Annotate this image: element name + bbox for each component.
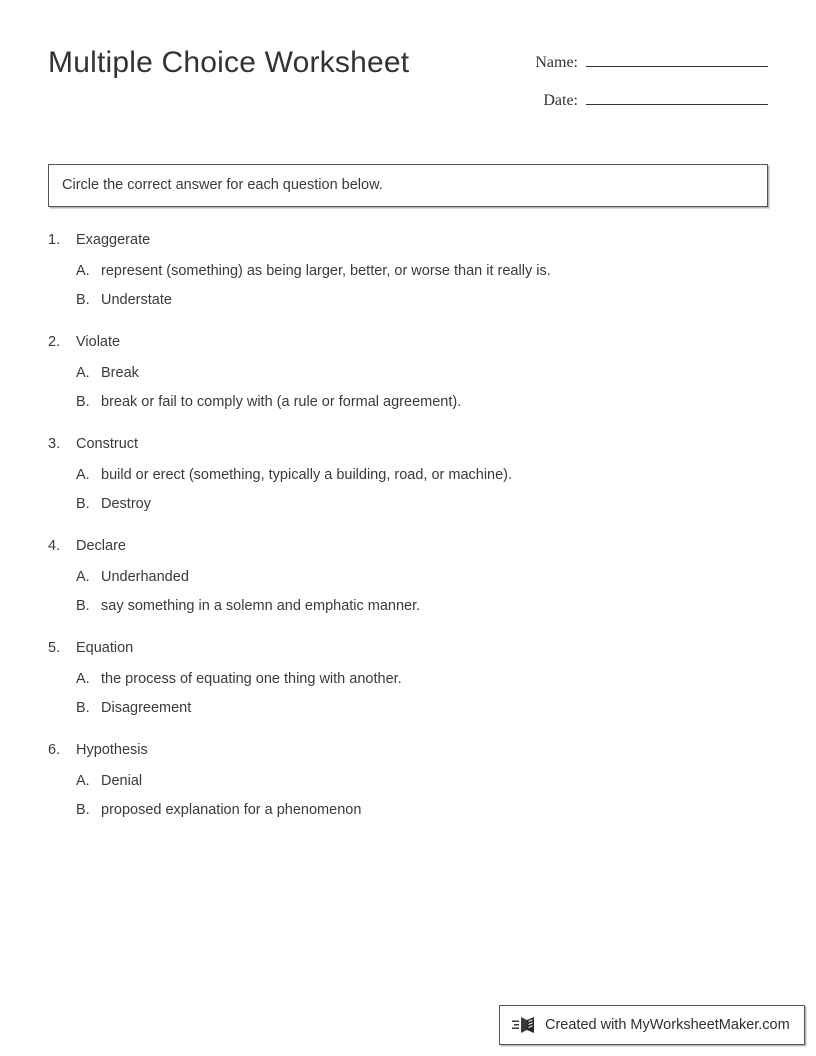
option-letter: B. <box>76 394 90 410</box>
footer-attribution-badge[interactable] <box>499 1005 805 1045</box>
worksheet-maker-logo-icon <box>512 1014 538 1036</box>
name-date-fields <box>516 48 768 124</box>
question-prompt: Violate <box>76 334 121 350</box>
question-item <box>48 332 778 412</box>
option-letter: B. <box>76 496 90 512</box>
option-letter: A. <box>76 671 90 687</box>
question-item <box>48 230 778 310</box>
question-item <box>48 740 778 820</box>
option-row[interactable] <box>76 669 778 689</box>
question-number: 5. <box>48 640 61 656</box>
name-field-row <box>516 48 768 86</box>
name-field-label: Name: <box>535 54 578 71</box>
option-list <box>48 363 778 412</box>
question-number: 3. <box>48 436 61 452</box>
option-letter: A. <box>76 467 90 483</box>
date-field-row <box>516 86 768 124</box>
page-title: Multiple Choice Worksheet <box>48 46 410 79</box>
option-letter: B. <box>76 292 90 308</box>
question-number: 6. <box>48 742 61 758</box>
option-list <box>48 567 778 616</box>
option-text: proposed explanation for a phenomenon <box>101 802 362 818</box>
option-list <box>48 771 778 820</box>
option-text: represent (something) as being larger, better, or worse than it really is. <box>101 263 551 279</box>
option-letter: A. <box>76 365 90 381</box>
option-row[interactable] <box>76 392 778 412</box>
option-text: the process of equating one thing with another. <box>101 671 402 687</box>
option-letter: A. <box>76 263 90 279</box>
option-text: break or fail to comply with (a rule or formal agreement). <box>101 394 462 410</box>
question-number: 1. <box>48 232 61 248</box>
option-text: Disagreement <box>101 700 192 716</box>
instructions-box: Circle the correct answer for each question below. <box>48 164 768 207</box>
option-list <box>48 261 778 310</box>
question-heading <box>48 332 778 352</box>
question-heading <box>48 434 778 454</box>
question-prompt: Equation <box>76 640 134 656</box>
option-text: Destroy <box>101 496 151 512</box>
question-list <box>48 230 778 842</box>
question-item <box>48 434 778 514</box>
option-letter: A. <box>76 773 90 789</box>
option-letter: B. <box>76 598 90 614</box>
option-text: Break <box>101 365 139 381</box>
worksheet-header <box>48 44 768 124</box>
option-text: build or erect (something, typically a building, road, or machine). <box>101 467 513 483</box>
option-row[interactable] <box>76 363 778 383</box>
option-list <box>48 669 778 718</box>
question-prompt: Declare <box>76 538 126 554</box>
option-letter: B. <box>76 802 90 818</box>
question-heading <box>48 230 778 250</box>
footer-attribution-text: Created with MyWorksheetMaker.com <box>545 1017 790 1033</box>
option-text: Denial <box>101 773 143 789</box>
question-prompt: Exaggerate <box>76 232 151 248</box>
question-item <box>48 536 778 616</box>
option-row[interactable] <box>76 771 778 791</box>
option-row[interactable] <box>76 596 778 616</box>
option-row[interactable] <box>76 494 778 514</box>
option-row[interactable] <box>76 290 778 310</box>
question-heading <box>48 638 778 658</box>
date-field-label: Date: <box>543 92 578 109</box>
option-row[interactable] <box>76 698 778 718</box>
option-text: Understate <box>101 292 172 308</box>
option-list <box>48 465 778 514</box>
option-row[interactable] <box>76 465 778 485</box>
option-letter: B. <box>76 700 90 716</box>
option-letter: A. <box>76 569 90 585</box>
date-field-line[interactable] <box>586 86 768 105</box>
option-text: say something in a solemn and emphatic manner. <box>101 598 421 614</box>
option-text: Underhanded <box>101 569 189 585</box>
question-prompt: Hypothesis <box>76 742 148 758</box>
option-row[interactable] <box>76 567 778 587</box>
question-heading <box>48 740 778 760</box>
option-row[interactable] <box>76 800 778 820</box>
question-heading <box>48 536 778 556</box>
question-prompt: Construct <box>76 436 139 452</box>
question-number: 4. <box>48 538 61 554</box>
question-number: 2. <box>48 334 61 350</box>
option-row[interactable] <box>76 261 778 281</box>
name-field-line[interactable] <box>586 48 768 67</box>
question-item <box>48 638 778 718</box>
